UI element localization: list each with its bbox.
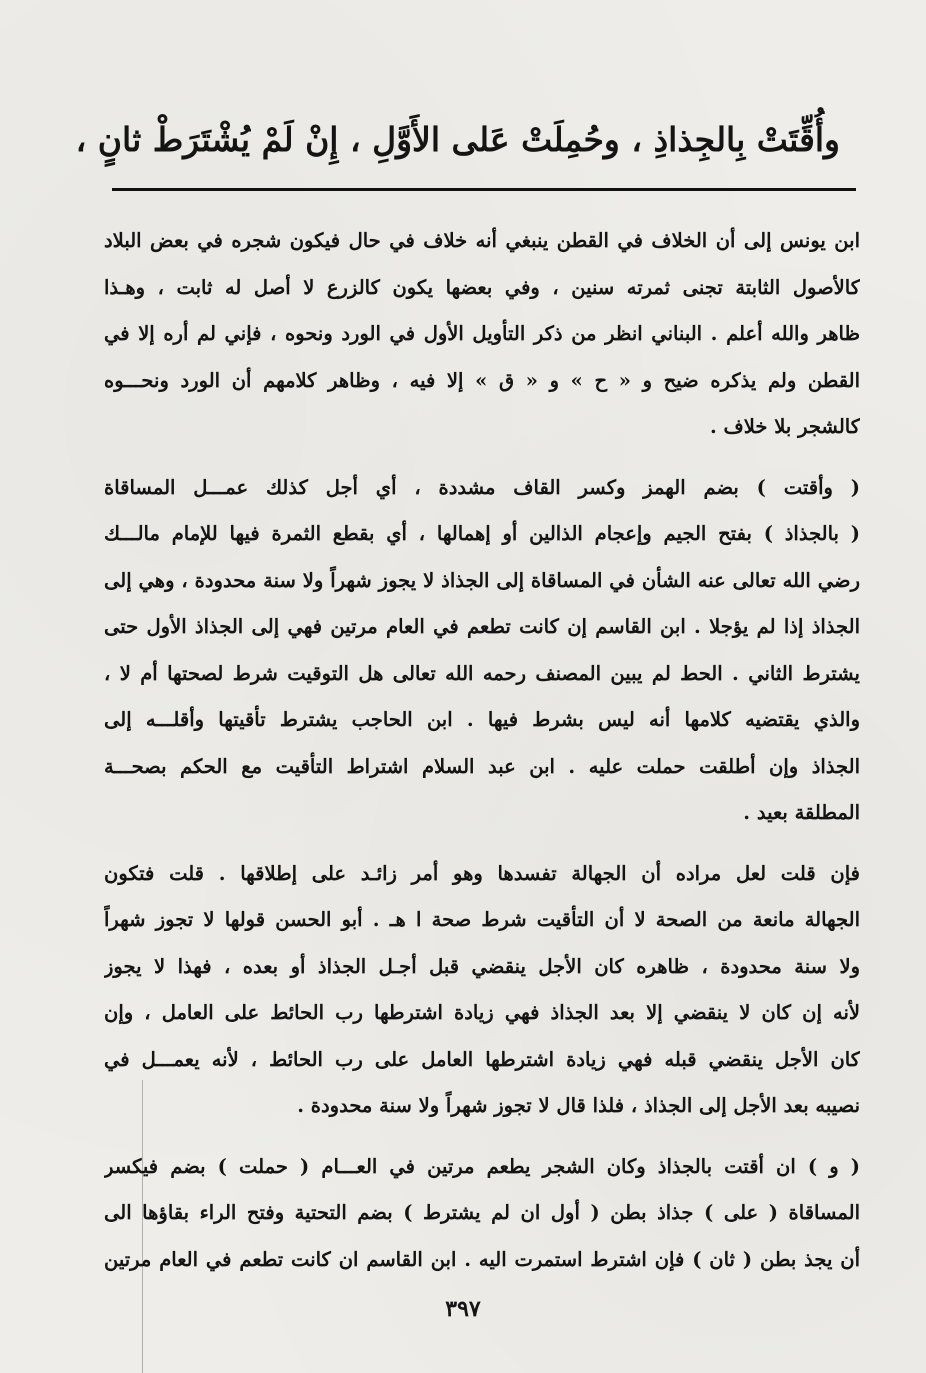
text-line: كان الأجل ينقضي قبله فهي زيادة اشترطها العامل على رب الحائط ، لأنه يعمـــل في	[104, 1047, 860, 1071]
text-line: كالأصول الثابتة تجنى ثمرته سنين ، وفي بعضها يكون كالزرع لا أصل له ثابت ، وهـذا	[104, 275, 860, 299]
paragraph	[104, 851, 860, 1130]
text-line: ( بالجذاذ ) بفتح الجيم وإعجام الذالين أو إهمالها ، أي بقطع الثمرة فيها للإمام مالـــك	[104, 522, 860, 545]
commentary-body	[104, 218, 860, 1297]
text-line: القطن ولم يذكره ضيح و « ح » و « ق » إلا فيه ، وظاهر كلامهم أن الورد ونحـــوه	[104, 368, 860, 392]
matn-verse: وأُقِّتَتْ بِالجِذاذِ ، وحُمِلَتْ عَلى الأَوَّلِ ، إِنْ لَمْ يُشْتَرَطْ ثانٍ ،	[75, 120, 840, 159]
text-line: ( و ) ان أقتت بالجذاذ وكان الشجر يطعم مرتين في العـــام ( حملت ) بضم فيكسر	[104, 1154, 860, 1178]
text-line: أن يجذ بطن ( ثان ) فإن اشترط استمرت اليه . ابن القاسم ان كانت تطعم في العام مرتين	[104, 1247, 860, 1271]
text-line: لأنه إن كان لا ينقضي إلا بعد الجذاذ فهي زيادة اشترطها رب الحائط على العامل ، وإن	[104, 1001, 860, 1024]
text-line: ولا سنة محدودة ، ظاهره كان الأجل ينقضي قبل أجـل الجذاذ أو بعده ، فهذا لا يجوز	[104, 954, 860, 978]
text-line: والذي يقتضيه كلامها أنه ليس بشرط فيها . ابن الحاجب يشترط تأقيتها وأقلـــه إلى	[104, 708, 860, 731]
separator-rule	[112, 188, 856, 191]
paragraph	[104, 465, 860, 837]
text-line: ( وأقتت ) بضم الهمز وكسر القاف مشددة ، أي أجل كذلك عمـــل المساقاة	[104, 475, 860, 499]
text-line: فإن قلت لعل مراده أن الجهالة تفسدها وهو أمر زائـد على إطلاقها . قلت فتكون	[104, 861, 860, 885]
text-line: ظاهر والله أعلم . البناني انظر من ذكر التأويل الأول في الورد ونحوه ، فإني لم أره إلا في	[104, 322, 860, 345]
text-line: المساقاة ( على ) جذاذ بطن ( أول ان لم يشترط ) بضم التحتية وفتح الراء بقاؤها الى	[104, 1201, 860, 1224]
text-line: نصيبه بعد الأجل إلى الجذاذ ، فلذا قال لا تجوز شهراً ولا سنة محدودة .	[297, 1094, 860, 1117]
text-line: رضي الله تعالى عنه الشأن في المساقاة إلى الجذاذ لا يجوز شهراً ولا سنة محدودة ، وهي إلى	[104, 568, 860, 592]
paragraph	[104, 1144, 860, 1284]
page-number: ٣٩٧	[445, 1296, 481, 1322]
bleed-through-line	[142, 1080, 143, 1373]
text-line: الجهالة مانعة من الصحة لا أن التأقيت شرط صحة ا هـ . أبو الحسن قولها لا تجوز شهراً	[104, 908, 860, 931]
text-line: الجذاذ وإن أطلقت حملت عليه . ابن عبد السلام اشتراط التأقيت مع الحكم بصحـــة	[104, 754, 860, 778]
text-line: الجذاذ إذا لم يؤجلا . ابن القاسم إن كانت تطعم في العام مرتين فهي إلى الجذاذ الأول حتى	[104, 615, 860, 638]
text-line: كالشجر بلا خلاف .	[709, 415, 860, 438]
paragraph	[104, 218, 860, 451]
text-line: ابن يونس إلى أن الخلاف في القطن ينبغي أنه خلاف في حال فيكون شجره في بعض البلاد	[104, 229, 860, 252]
text-line: يشترط الثاني . الحط لم يبين المصنف رحمه الله تعالى هل التوقيت شرط لصحتها أم لا ،	[104, 661, 860, 685]
text-line: المطلقة بعيد .	[743, 801, 860, 824]
